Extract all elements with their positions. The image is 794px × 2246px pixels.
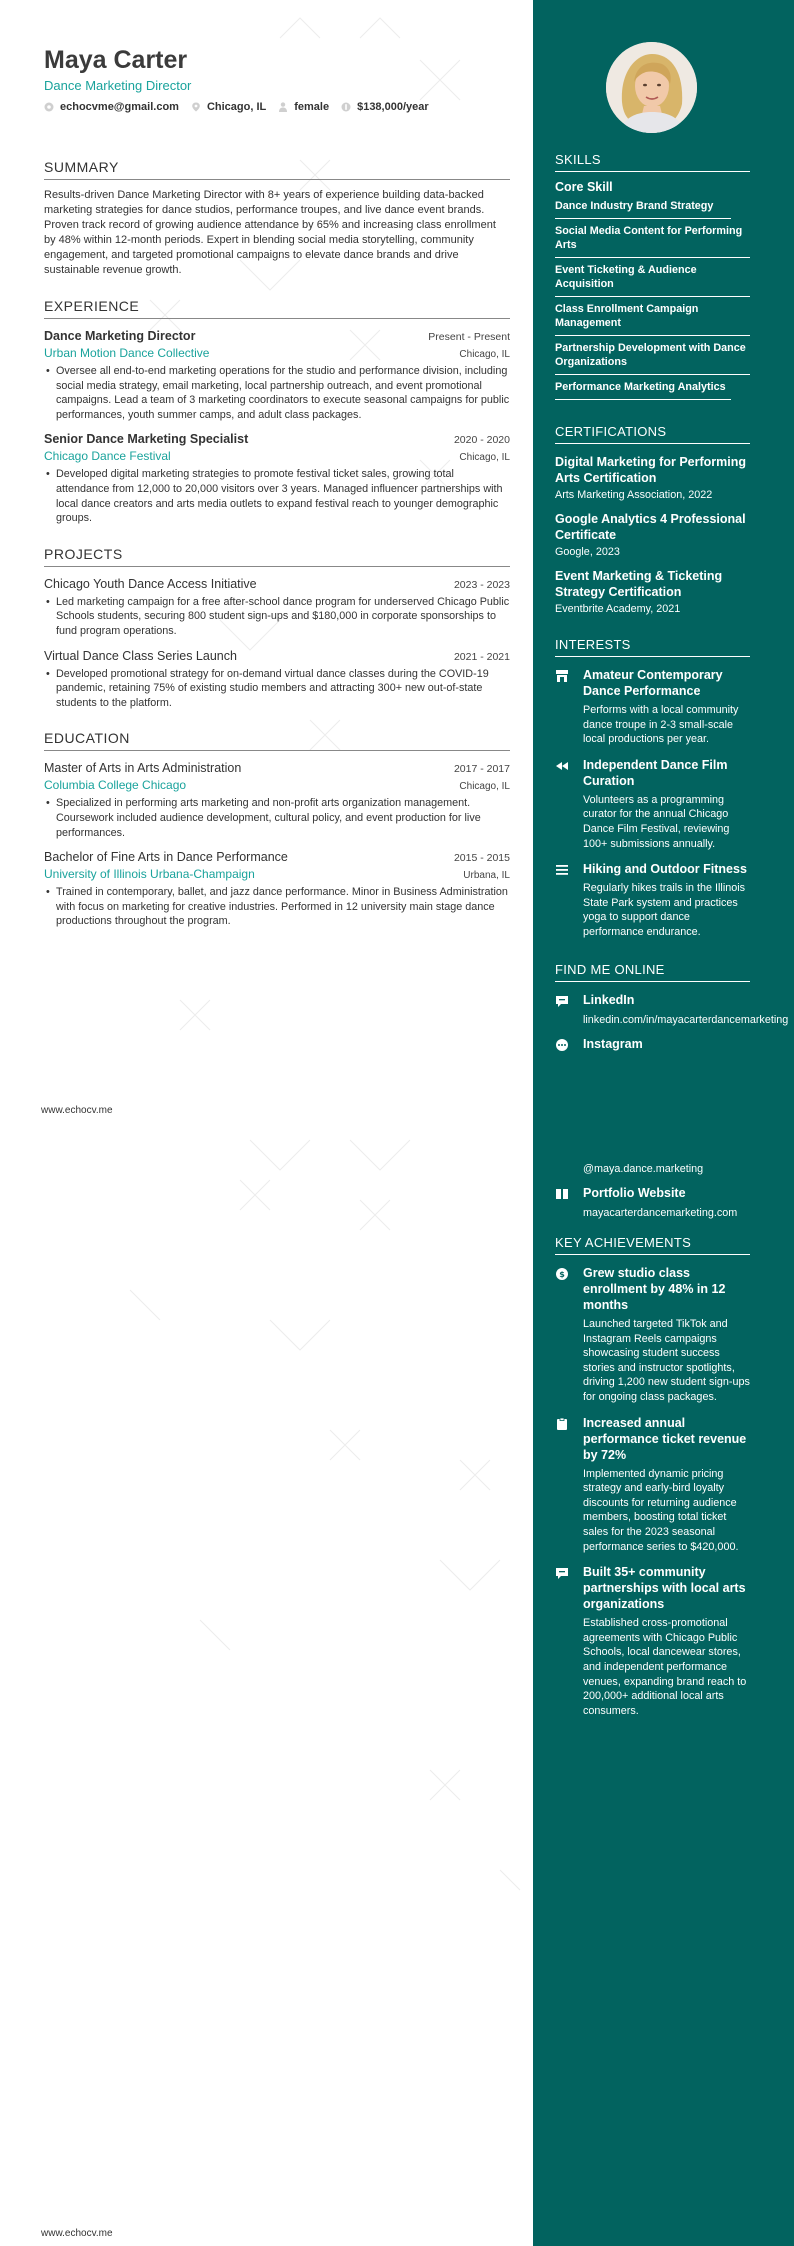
interests-heading: INTERESTS	[555, 637, 750, 657]
education-entry	[44, 850, 510, 929]
experience-entry	[44, 432, 510, 525]
candidate-role: Dance Marketing Director	[44, 78, 192, 93]
entry-date: 2021 - 2021	[453, 650, 510, 663]
online-item-portfolio	[555, 1185, 750, 1219]
achievements-heading: KEY ACHIEVEMENTS	[555, 1235, 750, 1255]
footer-link[interactable]: www.echocv.me	[41, 1105, 113, 1116]
interest-item	[555, 861, 750, 939]
certification-issuer: Arts Marketing Association, 2022	[555, 489, 713, 501]
email-icon	[44, 102, 54, 112]
summary-text: Results-driven Dance Marketing Director with 8+ years of experience building data-backed marketing strategies for dance studios, performance troupes, and live dance event brands. Proven track record of growing audience attendance by 65% and increasing class enrollment by 48% within 12-month periods. Expert in blending social media storytelling, community engagement, and targeted promotional campaigns to elevate dance brands and drive sustainable revenue growth.	[44, 189, 496, 276]
online-heading: FIND ME ONLINE	[555, 962, 750, 982]
achievement-description: Implemented dynamic pricing strategy and early-bird loyalty discounts for returning audience members, boosting total ticket sales for the 2023 seasonal performance series to $420,000.	[583, 1467, 739, 1553]
certification-item	[555, 568, 750, 615]
candidate-name: Maya Carter	[44, 46, 188, 74]
online-title: Portfolio Website	[583, 1186, 686, 1200]
entry-bullet: • Specialized in performing arts marketing and non-profit arts organization management. Coursework included audience development, cultural policy, and event production for live performances.	[44, 796, 510, 840]
contact-email	[44, 101, 179, 113]
achievement-title: Grew studio class enrollment by 48% in 12 months	[583, 1266, 726, 1312]
entry-location: Urbana, IL	[463, 870, 510, 882]
certification-title: Event Marketing & Ticketing Strategy Certification	[555, 569, 723, 599]
email-text[interactable]: echocvme@gmail.com	[60, 101, 179, 113]
linkedin-link[interactable]: linkedin.com/in/mayacarterdancemarketing	[583, 1013, 789, 1026]
achievement-item	[555, 1265, 750, 1405]
interest-description: Volunteers as a programming curator for the annual Chicago Dance Film Festival, reviewing 100+ submissions annually.	[583, 793, 730, 850]
entry-location: Chicago, IL	[459, 781, 510, 793]
achievement-item	[555, 1415, 750, 1555]
contact-row	[44, 101, 510, 113]
chat-icon	[555, 1566, 569, 1580]
entry-date: 2020 - 2020	[453, 434, 510, 447]
entry-organization: University of Illinois Urbana-Champaign	[44, 867, 255, 882]
achievement-item	[555, 1564, 750, 1718]
chat-icon	[555, 994, 569, 1008]
achievement-title: Built 35+ community partnerships with local arts organizations	[583, 1565, 746, 1612]
instagram-link[interactable]: @maya.dance.marketing	[583, 1163, 704, 1175]
education-section	[44, 730, 510, 929]
entry-location: Chicago, IL	[459, 452, 510, 464]
money-icon	[341, 102, 351, 112]
education-heading: EDUCATION	[44, 730, 510, 751]
interest-title: Amateur Contemporary Dance Performance	[583, 668, 723, 698]
certification-title: Digital Marketing for Performing Arts Certification	[555, 455, 746, 485]
education-entry	[44, 761, 510, 840]
online-item-instagram	[555, 1036, 750, 1052]
experience-entry	[44, 329, 510, 422]
skills-section	[555, 152, 750, 400]
skill-item: Performance Marketing Analytics	[555, 375, 731, 400]
entry-bullet: • Oversee all end-to-end marketing operations for the studio and performance division, including social media strategy, email marketing, local partnership outreach, and event promotional campaigns. Lead a team of 3 marketing coordinators to execute seasonal campaigns for public performances, youth summer camps, and adult class packages.	[44, 364, 510, 422]
location-text: Chicago, IL	[206, 101, 267, 113]
entry-title: Bachelor of Fine Arts in Dance Performance	[44, 850, 288, 865]
achievement-description: Established cross-promotional agreements with Chicago Public Schools, local dancewear stores, and independent performance venues, expanding brand reach to 200,000+ additional local arts consumers.	[583, 1617, 747, 1717]
experience-section	[44, 298, 510, 526]
online-title: Instagram	[583, 1036, 643, 1051]
dollar-icon	[555, 1267, 569, 1281]
skill-item: Partnership Development with Dance Organizations	[555, 336, 750, 375]
clipboard-icon	[555, 1417, 569, 1431]
summary-heading: SUMMARY	[44, 159, 510, 180]
interests-section	[555, 637, 750, 940]
certifications-section	[555, 424, 750, 615]
certification-item	[555, 511, 750, 558]
online-section	[555, 961, 789, 1052]
certification-title: Google Analytics 4 Professional Certificate	[555, 512, 746, 542]
portfolio-link[interactable]: mayacarterdancemarketing.com	[583, 1207, 738, 1219]
experience-heading: EXPERIENCE	[44, 298, 510, 319]
svg-text:$: $	[559, 1270, 565, 1279]
entry-organization: Chicago Dance Festival	[44, 449, 171, 464]
rewind-icon	[555, 759, 569, 773]
interest-item	[555, 667, 750, 747]
interest-title: Hiking and Outdoor Fitness	[583, 862, 747, 877]
certification-issuer: Google, 2023	[555, 546, 620, 558]
entry-title: Dance Marketing Director	[44, 329, 196, 343]
book-icon	[555, 1187, 569, 1201]
salary-text: $138,000/year	[357, 101, 429, 113]
entry-title: Senior Dance Marketing Specialist	[44, 432, 249, 447]
entry-bullet: • Led marketing campaign for a free after-school dance program for underserved Chicago Public Schools students, securing 800 student sign-ups and $180,000 in corporate sponsorships to fund program operations.	[44, 595, 510, 639]
skill-item: Social Media Content for Performing Arts	[555, 219, 750, 258]
interest-description: Performs with a local community dance troupe in 2-3 small-scale local productions per year.	[583, 704, 739, 746]
main-column	[44, 44, 510, 929]
skill-item: Dance Industry Brand Strategy	[555, 194, 731, 219]
contact-salary	[341, 101, 429, 113]
entry-bullet: • Developed promotional strategy for on-demand virtual dance classes during the COVID-19 pandemic, retaining 75% of existing studio members and attracting 300+ new out-of-state students to the platform.	[44, 667, 510, 711]
interest-description: Regularly hikes trails in the Illinois State Park system and practices yoga to support dance performance endurance.	[583, 882, 746, 938]
sidebar-column	[555, 152, 789, 1052]
store-icon	[555, 669, 569, 683]
interest-item	[555, 757, 750, 851]
entry-organization: Columbia College Chicago	[44, 778, 187, 793]
skill-item: Class Enrollment Campaign Management	[555, 297, 750, 336]
menu-icon	[555, 863, 569, 877]
entry-date: 2023 - 2023	[453, 578, 510, 591]
profile-photo	[606, 42, 697, 133]
certification-issuer: Eventbrite Academy, 2021	[555, 603, 681, 615]
entry-organization: Urban Motion Dance Collective	[44, 346, 210, 360]
project-entry	[44, 577, 510, 639]
entry-title: Virtual Dance Class Series Launch	[44, 648, 237, 663]
project-entry	[44, 649, 510, 711]
interest-title: Independent Dance Film Curation	[583, 757, 728, 788]
footer-link[interactable]: www.echocv.me	[41, 2228, 113, 2239]
projects-heading: PROJECTS	[44, 546, 510, 567]
sidebar-column-continued	[555, 1163, 750, 1718]
entry-title: Master of Arts in Arts Administration	[44, 761, 242, 776]
entry-bullet: • Developed digital marketing strategies to promote festival ticket sales, growing total attendance from 12,000 to 20,000 visitors over 3 years. Managed influencer partnerships with local dance creators and arts media outlets to expand festival reach to younger demographic groups.	[44, 467, 510, 525]
skill-item: Event Ticketing & Audience Acquisition	[555, 258, 750, 297]
online-title: LinkedIn	[583, 992, 635, 1007]
entry-location: Chicago, IL	[459, 349, 510, 360]
gender-text: female	[294, 101, 330, 113]
achievements-section	[555, 1235, 750, 1718]
entry-date: Present - Present	[428, 331, 510, 343]
person-icon	[278, 102, 288, 112]
achievement-description: Launched targeted TikTok and Instagram Reels campaigns showcasing student success stories and instructor spotlights, driving 1,200 new student sign-ups for ongoing class packages.	[583, 1318, 750, 1403]
entry-date: 2015 - 2015	[453, 852, 510, 865]
contact-location	[191, 101, 266, 113]
summary-section	[44, 159, 510, 278]
entry-date: 2017 - 2017	[453, 763, 510, 776]
contact-gender	[278, 101, 329, 113]
certification-item	[555, 454, 750, 501]
entry-title: Chicago Youth Dance Access Initiative	[44, 576, 257, 591]
projects-section	[44, 546, 510, 711]
skill-category: Core Skill	[555, 180, 613, 194]
achievement-title: Increased annual performance ticket revenue by 72%	[583, 1415, 747, 1462]
location-pin-icon	[191, 102, 201, 112]
skills-heading: SKILLS	[555, 152, 750, 172]
certifications-heading: CERTIFICATIONS	[555, 424, 750, 444]
online-item-linkedin	[555, 992, 789, 1026]
dots-icon	[555, 1038, 569, 1052]
entry-bullet: • Trained in contemporary, ballet, and jazz dance performance. Minor in Business Administration with focus on marketing for creative industries. Performed in 12 university main stage dance productions throughout the program.	[44, 885, 510, 929]
